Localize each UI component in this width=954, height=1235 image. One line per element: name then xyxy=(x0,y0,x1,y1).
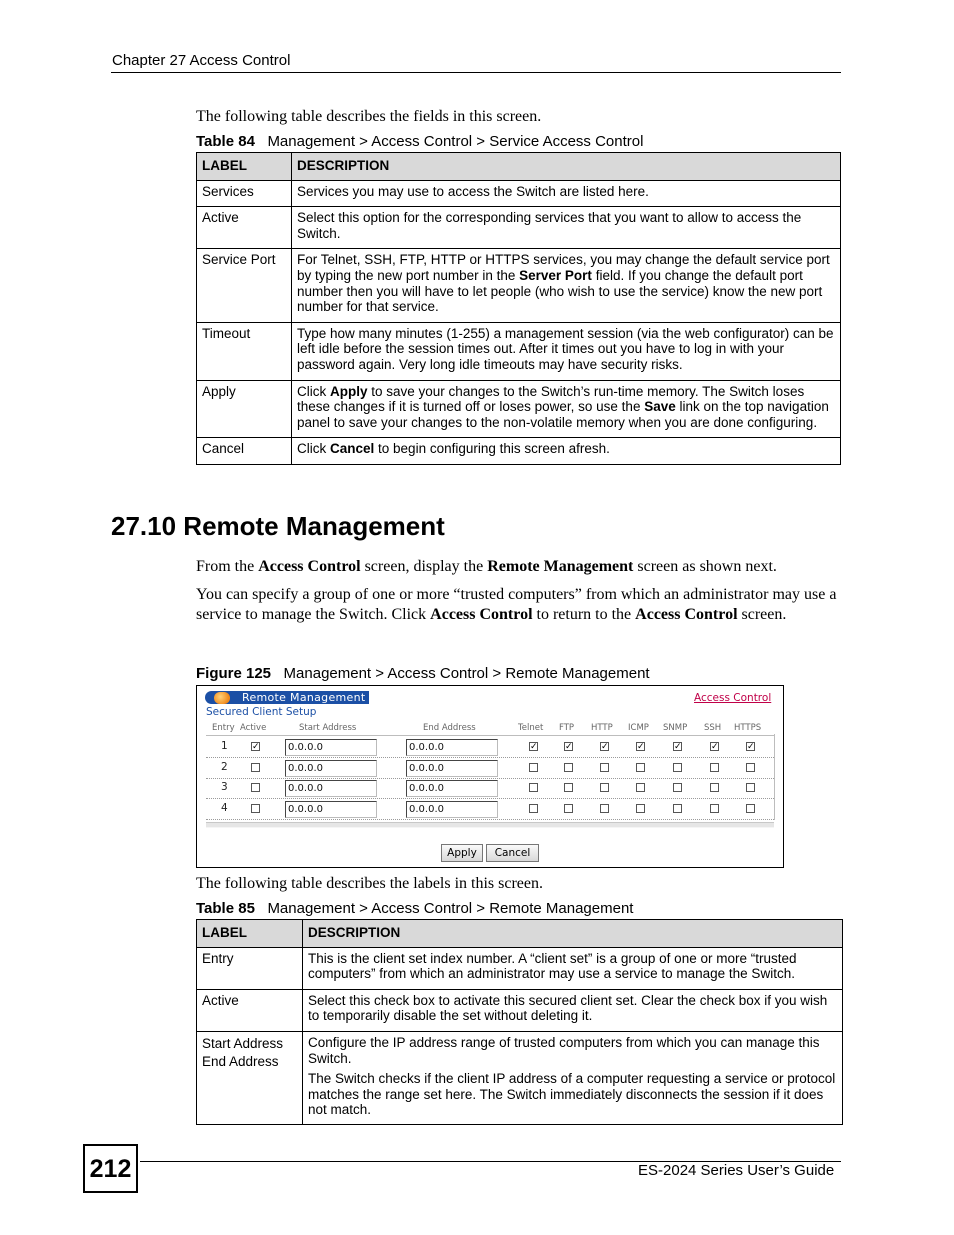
https-checkbox[interactable] xyxy=(746,783,755,792)
row-description: Click Apply to save your changes to the Switch’s run-time memory. The Switch loses these changes if it is turned off or loses power, so use the Save link on the top navigation panel to save your changes to the non-volatile memory when you are done configuring. xyxy=(292,380,841,438)
table84-col-label: LABEL xyxy=(197,153,292,181)
col-http: HTTP xyxy=(591,723,613,733)
cancel-button[interactable]: Cancel xyxy=(486,844,539,862)
ssh-checkbox[interactable] xyxy=(710,783,719,792)
ssh-checkbox[interactable] xyxy=(710,763,719,772)
start-address-input[interactable]: 0.0.0.0 xyxy=(285,801,377,818)
table84-intro: The following table describes the fields in this screen. xyxy=(196,108,542,125)
table84-caption-text: Management > Access Control > Service Access Control xyxy=(267,133,644,150)
table-right-border xyxy=(774,734,775,820)
active-checkbox[interactable]: ✓ xyxy=(252,742,260,752)
snmp-checkbox[interactable] xyxy=(673,804,682,813)
table-row xyxy=(197,207,841,249)
guide-title: ES-2024 Series User’s Guide xyxy=(638,1162,835,1179)
ssh-checkbox[interactable]: ✓ xyxy=(711,742,719,752)
figure-caption-label: Figure 125 xyxy=(196,665,272,682)
form-separator xyxy=(206,822,774,828)
icmp-checkbox[interactable] xyxy=(636,783,645,792)
http-checkbox[interactable] xyxy=(600,804,609,813)
remote-management-screenshot xyxy=(196,685,784,868)
table-row xyxy=(197,1031,843,1124)
col-entry: Entry xyxy=(212,723,235,733)
row-label: Services xyxy=(197,180,292,207)
col-active: Active xyxy=(240,723,267,733)
start-address-input[interactable]: 0.0.0.0 xyxy=(285,780,377,797)
access-control-link[interactable]: Access Control xyxy=(694,692,772,704)
table-row xyxy=(197,249,841,322)
table84-caption xyxy=(196,133,643,150)
active-checkbox[interactable] xyxy=(251,763,260,772)
figure-caption xyxy=(196,665,650,682)
telnet-checkbox[interactable] xyxy=(529,804,538,813)
table-row xyxy=(197,989,843,1031)
row-divider xyxy=(206,798,774,799)
ftp-checkbox[interactable]: ✓ xyxy=(565,742,573,752)
telnet-checkbox[interactable] xyxy=(529,763,538,772)
entry-number: 3 xyxy=(221,781,228,793)
row-description: Configure the IP address range of trusted computers from which you can manage this Switch. The Switch checks if the client IP address of a computer requesting a service or protocol matches the range set here. The Switch immediately disconnects the session if it does not match. xyxy=(303,1031,843,1124)
active-checkbox[interactable] xyxy=(251,783,260,792)
header-divider xyxy=(206,735,774,736)
ftp-checkbox[interactable] xyxy=(564,804,573,813)
end-address-input[interactable]: 0.0.0.0 xyxy=(406,780,498,797)
row-label: Active xyxy=(197,207,292,249)
chapter-header: Chapter 27 Access Control xyxy=(112,52,291,69)
table85 xyxy=(196,919,843,1125)
table85-col-desc: DESCRIPTION xyxy=(303,920,843,948)
header-rule xyxy=(111,72,841,73)
section-title: 27.10 Remote Management xyxy=(111,511,445,541)
table85-caption-label: Table 85 xyxy=(196,900,255,917)
row-description: This is the client set index number. A “client set” is a group of one or more “trusted computers” from which an administrator may use a service to manage the Switch. xyxy=(303,947,843,989)
row-description: Services you may use to access the Switch are listed here. xyxy=(292,180,841,207)
row-description: Type how many minutes (1-255) a management session (via the web configurator) can be left idle before the session times out. After it times out you have to log in with your password again. Very long idle timeouts may have security risks. xyxy=(292,322,841,380)
row-divider xyxy=(206,819,774,820)
http-checkbox[interactable]: ✓ xyxy=(601,742,609,752)
row-label: Active xyxy=(197,989,303,1031)
table84-col-desc: DESCRIPTION xyxy=(292,153,841,181)
row-label: Cancel xyxy=(197,438,292,465)
telnet-checkbox[interactable] xyxy=(529,783,538,792)
row-label: Service Port xyxy=(197,249,292,322)
row-divider xyxy=(206,778,774,779)
row-description: For Telnet, SSH, FTP, HTTP or HTTPS services, you may change the default service port by typing the new port number in the Server Port field. If you change the default port number then you will have to let people (who wish to use the service) know the new port number for that service. xyxy=(292,249,841,322)
end-address-input[interactable]: 0.0.0.0 xyxy=(406,801,498,818)
col-end-address: End Address xyxy=(423,723,476,733)
http-checkbox[interactable] xyxy=(600,783,609,792)
col-https: HTTPS xyxy=(734,723,762,733)
secured-client-setup-title: Secured Client Setup xyxy=(206,706,317,718)
row-description: Select this check box to activate this secured client set. Clear the check box if you wish to temporarily disable the set without deleting it. xyxy=(303,989,843,1031)
start-address-input[interactable]: 0.0.0.0 xyxy=(285,760,377,777)
row-label: Entry xyxy=(197,947,303,989)
start-address-input[interactable]: 0.0.0.0 xyxy=(285,739,377,756)
snmp-checkbox[interactable] xyxy=(673,783,682,792)
col-icmp: ICMP xyxy=(628,723,649,733)
snmp-checkbox[interactable]: ✓ xyxy=(674,742,682,752)
table85-intro: The following table describes the labels in this screen. xyxy=(196,875,544,892)
col-snmp: SNMP xyxy=(663,723,688,733)
col-ftp: FTP xyxy=(559,723,575,733)
entry-number: 4 xyxy=(221,802,228,814)
row-description: Select this option for the corresponding services that you want to allow to access the Switch. xyxy=(292,207,841,249)
table85-caption xyxy=(196,900,633,917)
col-telnet: Telnet xyxy=(518,723,544,733)
table-row xyxy=(197,180,841,207)
active-checkbox[interactable] xyxy=(251,804,260,813)
icmp-checkbox[interactable]: ✓ xyxy=(637,742,645,752)
table84 xyxy=(196,152,841,465)
section-para-1: From the Access Control screen, display the Remote Management screen as shown next. xyxy=(196,558,777,575)
figure-caption-text: Management > Access Control > Remote Management xyxy=(283,665,650,682)
apply-button[interactable]: Apply xyxy=(441,844,483,862)
ftp-checkbox[interactable] xyxy=(564,783,573,792)
table-row xyxy=(197,380,841,438)
end-address-input[interactable]: 0.0.0.0 xyxy=(406,760,498,777)
tab-bullet-icon xyxy=(214,692,230,704)
snmp-checkbox[interactable] xyxy=(673,763,682,772)
section-para-2: You can specify a group of one or more “trusted computers” from which an administrator may use a service to manage the Switch. Click Access Control to return to the Access Control screen. xyxy=(196,586,837,623)
table84-caption-label: Table 84 xyxy=(196,133,255,150)
col-ssh: SSH xyxy=(704,723,722,733)
row-label: Apply xyxy=(197,380,292,438)
row-label: Timeout xyxy=(197,322,292,380)
ftp-checkbox[interactable] xyxy=(564,763,573,772)
icmp-checkbox[interactable] xyxy=(636,804,645,813)
https-checkbox[interactable]: ✓ xyxy=(747,742,755,752)
row-description: Click Cancel to begin configuring this screen afresh. xyxy=(292,438,841,465)
table84-header-row xyxy=(197,153,841,181)
http-checkbox[interactable] xyxy=(600,763,609,772)
end-address-input[interactable]: 0.0.0.0 xyxy=(406,739,498,756)
table85-col-label: LABEL xyxy=(197,920,303,948)
table-row xyxy=(197,947,843,989)
entry-number: 1 xyxy=(221,740,228,752)
table85-header-row xyxy=(197,920,843,948)
ssh-checkbox[interactable] xyxy=(710,804,719,813)
col-start-address: Start Address xyxy=(299,723,357,733)
https-checkbox[interactable] xyxy=(746,804,755,813)
table-row xyxy=(197,438,841,465)
table85-caption-text: Management > Access Control > Remote Management xyxy=(267,900,634,917)
row-label: Start Address End Address xyxy=(197,1031,303,1124)
telnet-checkbox[interactable]: ✓ xyxy=(530,742,538,752)
page-number: 212 xyxy=(83,1144,138,1193)
icmp-checkbox[interactable] xyxy=(636,763,645,772)
https-checkbox[interactable] xyxy=(746,763,755,772)
screen-title: Remote Management xyxy=(242,691,366,704)
table-row xyxy=(197,322,841,380)
row-divider xyxy=(206,757,774,758)
entry-number: 2 xyxy=(221,761,228,773)
screen-title-tab xyxy=(205,691,369,704)
